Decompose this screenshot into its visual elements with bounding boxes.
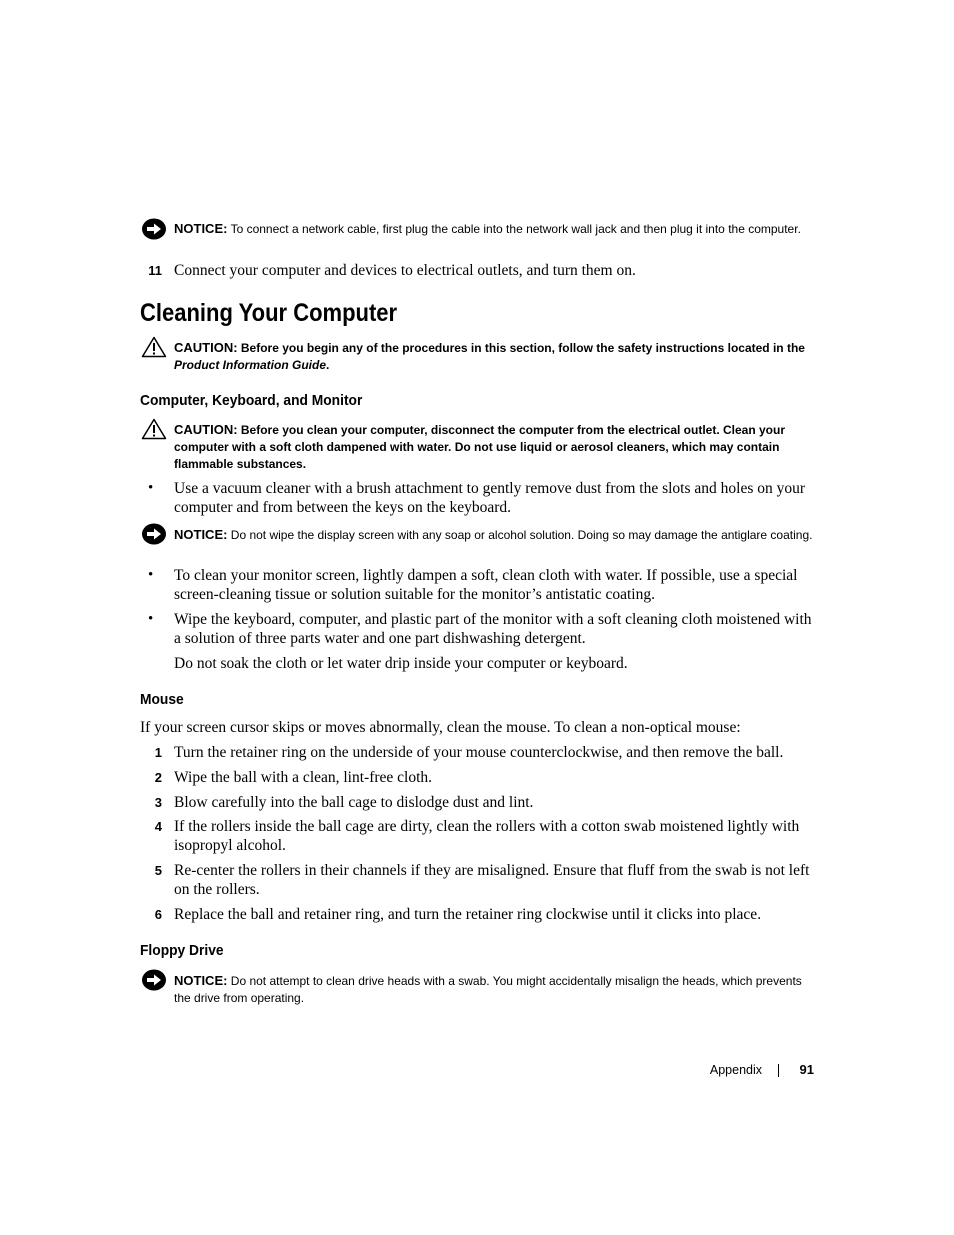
- footer-separator: [778, 1064, 779, 1077]
- mouse-step-text: Blow carefully into the ball cage to dislodge dust and lint.: [174, 794, 534, 811]
- bullet-marker: •: [148, 480, 154, 496]
- notice-label: NOTICE:: [174, 221, 228, 236]
- mouse-step-text: Wipe the ball with a clean, lint-free cloth.: [174, 769, 433, 786]
- caution-cleaning: [174, 421, 814, 473]
- step-number: 4: [154, 819, 162, 834]
- step-number: 1: [154, 745, 162, 760]
- caution-safety: [174, 339, 814, 374]
- page-number: 91: [799, 1062, 814, 1077]
- caution-icon: [141, 418, 167, 440]
- mouse-step-text: Re-center the rollers in their channels if they are misaligned. Ensure that fluff from the swab is not left on the rollers.: [174, 862, 810, 898]
- bullet-marker: •: [148, 611, 154, 627]
- subsection-title-floppy: Floppy Drive: [140, 942, 224, 959]
- bullet-vacuum: Use a vacuum cleaner with a brush attachment to gently remove dust from the slots and holes on your computer and from between the keys on the keyboard.: [174, 480, 806, 516]
- section-title: Cleaning Your Computer: [140, 299, 398, 327]
- caution-text: Before you clean your computer, disconnect the computer from the electrical outlet. Clean your computer with a soft cloth dampened with water. Do not use liquid or aerosol cleaners, which may contain flammable substances.: [174, 423, 785, 471]
- step-number: 5: [154, 863, 162, 878]
- caution-label: CAUTION:: [174, 340, 238, 355]
- notice-icon: [141, 218, 167, 240]
- subsection-title-keyboard: Computer, Keyboard, and Monitor: [140, 392, 363, 409]
- caution-guide-title: Product Information Guide: [174, 358, 326, 372]
- notice-drive-heads: [174, 972, 814, 1007]
- bullet-wipe: Wipe the keyboard, computer, and plastic part of the monitor with a soft cleaning cloth moistened with a solution of three parts water and one part dishwashing detergent.: [174, 611, 812, 647]
- notice-label: NOTICE:: [174, 527, 228, 542]
- subsection-title-mouse: Mouse: [140, 691, 184, 708]
- step-number: 3: [154, 795, 162, 810]
- notice-icon: [141, 969, 167, 991]
- notice-label: NOTICE:: [174, 973, 228, 988]
- notice-network-cable: [174, 220, 814, 238]
- notice-text: To connect a network cable, first plug the cable into the network wall jack and then plug it into the computer.: [227, 222, 801, 236]
- notice-display: [174, 526, 814, 544]
- caution-text: Before you begin any of the procedures in this section, follow the safety instructions located in the: [237, 341, 805, 355]
- step-number: 6: [154, 907, 162, 922]
- step-number: 2: [154, 770, 162, 785]
- footer-section-label: Appendix: [709, 1063, 762, 1077]
- step-text: Connect your computer and devices to electrical outlets, and turn them on.: [174, 262, 636, 279]
- notice-text: Do not wipe the display screen with any soap or alcohol solution. Doing so may damage the antiglare coating.: [227, 528, 813, 542]
- bullet-wipe-followup: Do not soak the cloth or let water drip inside your computer or keyboard.: [174, 655, 628, 672]
- caution-icon: [141, 336, 167, 358]
- bullet-monitor: To clean your monitor screen, lightly dampen a soft, clean cloth with water. If possible, use a special screen-cleaning tissue or solution suitable for the monitor’s antistatic coating.: [174, 567, 798, 603]
- mouse-step-text: If the rollers inside the ball cage are dirty, clean the rollers with a cotton swab moistened lightly with isopropyl alcohol.: [174, 818, 800, 854]
- mouse-step-text: Replace the ball and retainer ring, and turn the retainer ring clockwise until it clicks into place.: [174, 906, 762, 923]
- step-number: 11: [148, 263, 162, 278]
- mouse-step-text: Turn the retainer ring on the underside of your mouse counterclockwise, and then remove the ball.: [174, 744, 784, 761]
- notice-text: Do not attempt to clean drive heads with a swab. You might accidentally misalign the heads, which prevents the drive from operating.: [174, 974, 802, 1005]
- mouse-intro: If your screen cursor skips or moves abnormally, clean the mouse. To clean a non-optical mouse:: [140, 719, 741, 736]
- bullet-marker: •: [148, 567, 154, 583]
- caution-label: CAUTION:: [174, 422, 238, 437]
- caution-end: .: [326, 358, 330, 372]
- notice-icon: [141, 523, 167, 545]
